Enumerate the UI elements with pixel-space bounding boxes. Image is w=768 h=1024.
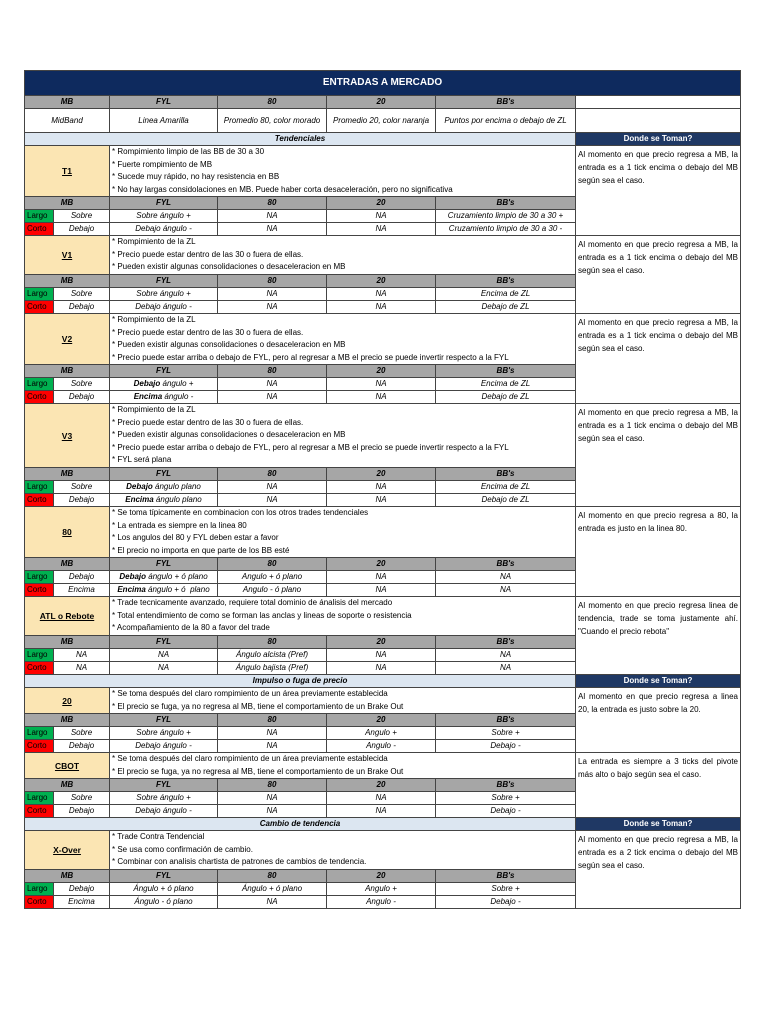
largo-label: Largo (24, 571, 54, 584)
description-line: * Los angulos del 80 y FYL deben estar a favor (112, 533, 279, 542)
description-line: * Precio puede estar dentro de las 30 o fuera de ellas. (112, 327, 304, 337)
column-description: Linea Amarilla (110, 109, 218, 133)
largo-row (24, 649, 576, 662)
corto-value: NA (218, 223, 327, 236)
corto-row (24, 584, 576, 597)
corto-row (24, 223, 576, 236)
largo-row (24, 210, 576, 223)
largo-value: Sobre + (436, 883, 576, 896)
sub-header: BB's (436, 275, 576, 288)
sub-header: 80 (218, 365, 327, 378)
where-taken-note: La entrada es siempre a 3 ticks del pivote más alto o bajo según sea el caso. (576, 753, 741, 818)
sub-header: FYL (110, 714, 218, 727)
sub-header-row (24, 714, 576, 727)
corto-value: NA (327, 662, 436, 675)
corto-value: NA (327, 223, 436, 236)
column-description: Promedio 20, color naranja (327, 109, 436, 133)
largo-value: NA (54, 649, 110, 662)
section-where-header: Donde se Toman? (576, 675, 741, 688)
description-line: * Precio puede estar arriba o debajo de FYL, pero al regresar a MB el precio se puede invertir respecto a la FYL (112, 352, 509, 362)
header-spacer (576, 96, 741, 109)
corto-value: Debajo (54, 223, 110, 236)
trade-description (110, 507, 576, 558)
largo-value: NA (218, 288, 327, 301)
corto-value: Debajo (54, 391, 110, 404)
corto-value: Encima (54, 584, 110, 597)
section-band (24, 675, 741, 688)
corto-value: Debajo de ZL (436, 391, 576, 404)
largo-value: Cruzamiento limpio de 30 a 30 + (436, 210, 576, 223)
sub-header: 20 (327, 275, 436, 288)
corto-value: NA (218, 391, 327, 404)
column-description: Puntos por encima o debajo de ZL (436, 109, 576, 133)
largo-value: Sobre ángulo + (110, 792, 218, 805)
description-line: * Sucede muy rápido, no hay resistencia en BB (112, 172, 280, 181)
largo-value: NA (218, 210, 327, 223)
entradas-sheet (24, 70, 741, 909)
trade-description (110, 831, 576, 870)
largo-label: Largo (24, 883, 54, 896)
sub-header: BB's (436, 197, 576, 210)
largo-value: NA (327, 649, 436, 662)
column-header: FYL (110, 96, 218, 109)
largo-value: NA (327, 288, 436, 301)
description-line: * Fuerte rompimiento de MB (112, 159, 213, 169)
corto-value: NA (218, 494, 327, 507)
description-line: * No hay largas considolaciones en MB. Puede haber corta desaceleración, pero no significativa (112, 184, 453, 194)
largo-row (24, 481, 576, 494)
largo-value: NA (327, 481, 436, 494)
where-taken-note: Al momento en que precio regresa a MB, la entrada es a 1 tick encima o debajo del MB según sea el caso. (576, 404, 741, 507)
fyl-emphasis: Debajo (126, 482, 153, 491)
largo-value: NA (436, 649, 576, 662)
corto-value: Debajo ángulo - (110, 740, 218, 753)
corto-value (110, 391, 218, 404)
largo-value: NA (218, 727, 327, 740)
description-line: * El precio se fuga, ya no regresa al MB, tiene el comportamiento de un Brake Out (112, 701, 404, 711)
sub-header: FYL (110, 468, 218, 481)
sub-header: BB's (436, 468, 576, 481)
corto-value (110, 584, 218, 597)
corto-value: Debajo de ZL (436, 301, 576, 314)
corto-row (24, 662, 576, 675)
fyl-emphasis: Encima (133, 392, 163, 401)
largo-label: Largo (24, 378, 54, 391)
sub-header: FYL (110, 636, 218, 649)
description-line: * Precio puede estar arriba o debajo de FYL, pero al regresar a MB el precio se puede invertir respecto a la FYL (112, 442, 509, 452)
corto-value: Debajo (54, 301, 110, 314)
column-header: 80 (218, 96, 327, 109)
sub-header: FYL (110, 779, 218, 792)
section-where-header: Donde se Toman? (576, 818, 741, 831)
where-taken-note: Al momento en que precio regresa a MB, la entrada es a 1 tick encima o debajo del MB según sea el caso. (576, 236, 741, 314)
column-description: MidBand (24, 109, 110, 133)
sub-header: BB's (436, 558, 576, 571)
sub-header: 20 (327, 870, 436, 883)
trade-description (110, 597, 576, 636)
description-line: * Se usa como confirmación de cambio. (112, 844, 253, 854)
largo-value: Encima de ZL (436, 288, 576, 301)
trade-name: 80 (24, 507, 110, 558)
largo-value: Sobre (54, 210, 110, 223)
sub-header: 20 (327, 779, 436, 792)
corto-value: Debajo (54, 805, 110, 818)
corto-value: NA (327, 805, 436, 818)
corto-label: Corto (24, 223, 54, 236)
corto-row (24, 494, 576, 507)
corto-row (24, 301, 576, 314)
corto-label: Corto (24, 584, 54, 597)
column-header: 20 (327, 96, 436, 109)
corto-value: Debajo - (436, 740, 576, 753)
trade-description (110, 688, 576, 714)
corto-value: NA (218, 896, 327, 909)
largo-row (24, 792, 576, 805)
fyl-rest: ángulo + (160, 379, 194, 388)
largo-value: NA (327, 792, 436, 805)
description-line: * Rompimiento de la ZL (112, 315, 196, 324)
sub-header: FYL (110, 558, 218, 571)
corto-row (24, 805, 576, 818)
description-line: * Pueden existir algunas consolidaciones o desaceleracion en MB (112, 262, 346, 271)
description-spacer (576, 109, 741, 133)
fyl-rest: ángulo - (162, 392, 194, 401)
corto-value: Debajo ángulo - (110, 223, 218, 236)
trade-block (24, 314, 741, 404)
trade-block (24, 597, 741, 675)
description-line: * Total entendimiento de como se forman las anclas y lineas de soporte o resistencia (112, 610, 412, 620)
sheet-title: ENTRADAS A MERCADO (24, 70, 741, 96)
sub-header: FYL (110, 365, 218, 378)
corto-value: Debajo (54, 740, 110, 753)
corto-value: NA (327, 391, 436, 404)
trade-description (110, 753, 576, 779)
trade-block (24, 507, 741, 597)
corto-value: Cruzamiento limpio de 30 a 30 - (436, 223, 576, 236)
corto-value: NA (436, 584, 576, 597)
sub-header: 20 (327, 197, 436, 210)
sub-header: 20 (327, 558, 436, 571)
trade-block (24, 753, 741, 818)
corto-value: NA (218, 301, 327, 314)
corto-value: Ángulo bajista (Pref) (218, 662, 327, 675)
description-line: * FYL será plana (112, 455, 172, 464)
corto-value: NA (54, 662, 110, 675)
corto-value: Debajo - (436, 896, 576, 909)
trade-description (110, 146, 576, 197)
corto-row (24, 896, 576, 909)
largo-value: NA (327, 378, 436, 391)
trade-name: V1 (24, 236, 110, 275)
description-line: * Rompimiento de la ZL (112, 237, 196, 246)
largo-value: Ángulo + ó plano (218, 883, 327, 896)
where-taken-note: Al momento en que precio regresa a MB, la entrada es a 1 tick encima o debajo del MB según sea el caso. (576, 314, 741, 404)
largo-label: Largo (24, 210, 54, 223)
sub-header: FYL (110, 870, 218, 883)
trade-name: V2 (24, 314, 110, 365)
largo-value: Debajo (54, 571, 110, 584)
largo-row (24, 378, 576, 391)
trade-block (24, 404, 741, 507)
where-taken-note: Al momento en que precio regresa a 80, la entrada es justo en la linea 80. (576, 507, 741, 597)
sub-header: BB's (436, 365, 576, 378)
corto-value: NA (327, 494, 436, 507)
corto-value (110, 494, 218, 507)
largo-value: Sobre (54, 288, 110, 301)
section-title: Impulso o fuga de precio (24, 675, 576, 688)
corto-label: Corto (24, 805, 54, 818)
sub-header: MB (24, 468, 110, 481)
sub-header-row (24, 558, 576, 571)
sub-header: MB (24, 365, 110, 378)
description-line: * Combinar con analisis chartista de patrones de cambios de tendencia. (112, 857, 367, 866)
corto-value: Ángulo - ó plano (110, 896, 218, 909)
sub-header: MB (24, 275, 110, 288)
column-description: Promedio 80, color morado (218, 109, 327, 133)
largo-value: Sobre (54, 727, 110, 740)
corto-value: Debajo - (436, 805, 576, 818)
trade-block (24, 688, 741, 753)
corto-row (24, 391, 576, 404)
largo-label: Largo (24, 288, 54, 301)
corto-label: Corto (24, 662, 54, 675)
column-header: BB's (436, 96, 576, 109)
corto-row (24, 740, 576, 753)
section-band (24, 133, 741, 146)
trade-name: CBOT (24, 753, 110, 779)
section-title: Cambio de tendencia (24, 818, 576, 831)
section-title: Tendenciales (24, 133, 576, 146)
largo-value: Sobre ángulo + (110, 727, 218, 740)
largo-value: Ángulo alcista (Pref) (218, 649, 327, 662)
fyl-emphasis: Encima (117, 585, 146, 594)
largo-value: NA (327, 210, 436, 223)
sub-header: MB (24, 870, 110, 883)
largo-value (110, 378, 218, 391)
sub-header: FYL (110, 197, 218, 210)
column-header-row (24, 96, 741, 109)
sub-header-row (24, 870, 576, 883)
sub-header: 80 (218, 275, 327, 288)
corto-value: NA (110, 662, 218, 675)
largo-value: Ángulo + ó plano (110, 883, 218, 896)
fyl-emphasis: Debajo (119, 572, 147, 581)
description-line: * Rompimiento de la ZL (112, 405, 196, 414)
sub-header-row (24, 197, 576, 210)
corto-value: Encima (54, 896, 110, 909)
where-taken-note: Al momento en que precio regresa a MB, la entrada es a 2 tick encima o debajo del MB según sea el caso. (576, 831, 741, 909)
trade-name: ATL o Rebote (24, 597, 110, 636)
sub-header: BB's (436, 714, 576, 727)
largo-value: Debajo (54, 883, 110, 896)
corto-value: Angulo - (327, 740, 436, 753)
largo-value: NA (218, 378, 327, 391)
sub-header-row (24, 365, 576, 378)
largo-row (24, 571, 576, 584)
corto-label: Corto (24, 494, 54, 507)
where-taken-note: Al momento en que precio regresa a linea 20, la entrada es justo sobre la 20. (576, 688, 741, 753)
largo-value (110, 571, 218, 584)
sub-header-row (24, 275, 576, 288)
corto-value: NA (327, 584, 436, 597)
sub-header-row (24, 779, 576, 792)
description-line: * Se toma después del claro rompimiento de un área previamente establecida (112, 754, 388, 763)
largo-value: NA (327, 571, 436, 584)
corto-value: Angulo - (327, 896, 436, 909)
corto-value: NA (436, 662, 576, 675)
largo-value: Angulo + ó plano (218, 571, 327, 584)
sub-header: FYL (110, 275, 218, 288)
description-line: * Se toma típicamente en combinacion con los otros trades tendenciales (112, 508, 369, 517)
description-line: * La entrada es siempre en la linea 80 (112, 520, 247, 530)
sub-header: MB (24, 779, 110, 792)
column-description-row (24, 109, 741, 133)
largo-value: Sobre ángulo + (110, 210, 218, 223)
trade-description (110, 314, 576, 365)
largo-value: Sobre (54, 378, 110, 391)
sub-header: 80 (218, 714, 327, 727)
fyl-emphasis: Debajo (133, 379, 161, 388)
section-band (24, 818, 741, 831)
fyl-rest: ángulo + ó plano (145, 585, 210, 594)
sub-header: 80 (218, 468, 327, 481)
largo-row (24, 727, 576, 740)
sub-header-row (24, 468, 576, 481)
trade-description (110, 404, 576, 468)
trade-block (24, 831, 741, 909)
where-taken-note: Al momento en que precio regresa a MB, la entrada es a 1 tick encima o debajo del MB según sea el caso. (576, 146, 741, 236)
largo-value: Angulo + (327, 883, 436, 896)
largo-value: Sobre (54, 792, 110, 805)
corto-label: Corto (24, 740, 54, 753)
sub-header: 20 (327, 636, 436, 649)
corto-value: Debajo ángulo - (110, 805, 218, 818)
sub-header: BB's (436, 870, 576, 883)
description-line: * Se toma después del claro rompimiento de un área previamente establecida (112, 689, 388, 698)
trade-block (24, 146, 741, 236)
description-line: * Precio puede estar dentro de las 30 o fuera de ellas. (112, 417, 304, 427)
sub-header: MB (24, 714, 110, 727)
largo-value: NA (436, 571, 576, 584)
corto-value: NA (218, 805, 327, 818)
description-line: * Pueden existir algunas consolidaciones o desaceleracion en MB (112, 430, 346, 439)
largo-value: Sobre (54, 481, 110, 494)
fyl-rest: ángulo + ó plano (146, 572, 208, 581)
trade-name: 20 (24, 688, 110, 714)
largo-label: Largo (24, 792, 54, 805)
largo-value: NA (218, 792, 327, 805)
fyl-emphasis: Encima (125, 495, 154, 504)
largo-value (110, 481, 218, 494)
largo-label: Largo (24, 481, 54, 494)
sub-header: 80 (218, 779, 327, 792)
corto-label: Corto (24, 896, 54, 909)
largo-value: NA (218, 481, 327, 494)
fyl-rest: ángulo plano (153, 495, 202, 504)
largo-value: Sobre ángulo + (110, 288, 218, 301)
trade-name: T1 (24, 146, 110, 197)
where-taken-note: Al momento en que precio regresa linea de tendencia, trade se toma justamente ahí. "Cuando el precio rebota" (576, 597, 741, 675)
description-line: * Acompañamiento de la 80 a favor del trade (112, 623, 270, 632)
description-line: * Pueden existir algunas consolidaciones o desaceleracion en MB (112, 340, 346, 349)
sub-header: 80 (218, 197, 327, 210)
corto-label: Corto (24, 391, 54, 404)
corto-value: Debajo (54, 494, 110, 507)
description-line: * El precio se fuga, ya no regresa al MB, tiene el comportamiento de un Brake Out (112, 766, 404, 776)
largo-row (24, 288, 576, 301)
corto-value: NA (327, 301, 436, 314)
largo-value: NA (110, 649, 218, 662)
largo-label: Largo (24, 649, 54, 662)
fyl-rest: ángulo plano (152, 482, 201, 491)
trade-block (24, 236, 741, 314)
corto-value: Angulo - ó plano (218, 584, 327, 597)
corto-value: Debajo ángulo - (110, 301, 218, 314)
sub-header: MB (24, 197, 110, 210)
largo-row (24, 883, 576, 896)
sub-header-row (24, 636, 576, 649)
corto-label: Corto (24, 301, 54, 314)
sub-header: BB's (436, 779, 576, 792)
largo-value: Sobre + (436, 792, 576, 805)
column-header: MB (24, 96, 110, 109)
largo-value: Angulo + (327, 727, 436, 740)
largo-value: Encima de ZL (436, 481, 576, 494)
sub-header: 80 (218, 870, 327, 883)
trade-name: X-Over (24, 831, 110, 870)
section-where-header: Donde se Toman? (576, 133, 741, 146)
largo-value: Encima de ZL (436, 378, 576, 391)
sub-header: 20 (327, 365, 436, 378)
sub-header: MB (24, 636, 110, 649)
corto-value: Debajo de ZL (436, 494, 576, 507)
sub-header: 80 (218, 636, 327, 649)
corto-value: NA (218, 740, 327, 753)
sub-header: MB (24, 558, 110, 571)
sub-header: 80 (218, 558, 327, 571)
largo-value: Sobre + (436, 727, 576, 740)
description-line: * Trade tecnicamente avanzado, requiere total dominio de ánalisis del mercado (112, 598, 393, 607)
sub-header: BB's (436, 636, 576, 649)
largo-label: Largo (24, 727, 54, 740)
description-line: * Precio puede estar dentro de las 30 o fuera de ellas. (112, 249, 304, 259)
sub-header: 20 (327, 468, 436, 481)
sub-header: 20 (327, 714, 436, 727)
description-line: * El precio no importa en que parte de los BB esté (112, 545, 290, 555)
trade-name: V3 (24, 404, 110, 468)
description-line: * Trade Contra Tendencial (112, 832, 205, 841)
description-line: * Rompimiento limpio de las BB de 30 a 30 (112, 147, 265, 156)
trade-description (110, 236, 576, 275)
